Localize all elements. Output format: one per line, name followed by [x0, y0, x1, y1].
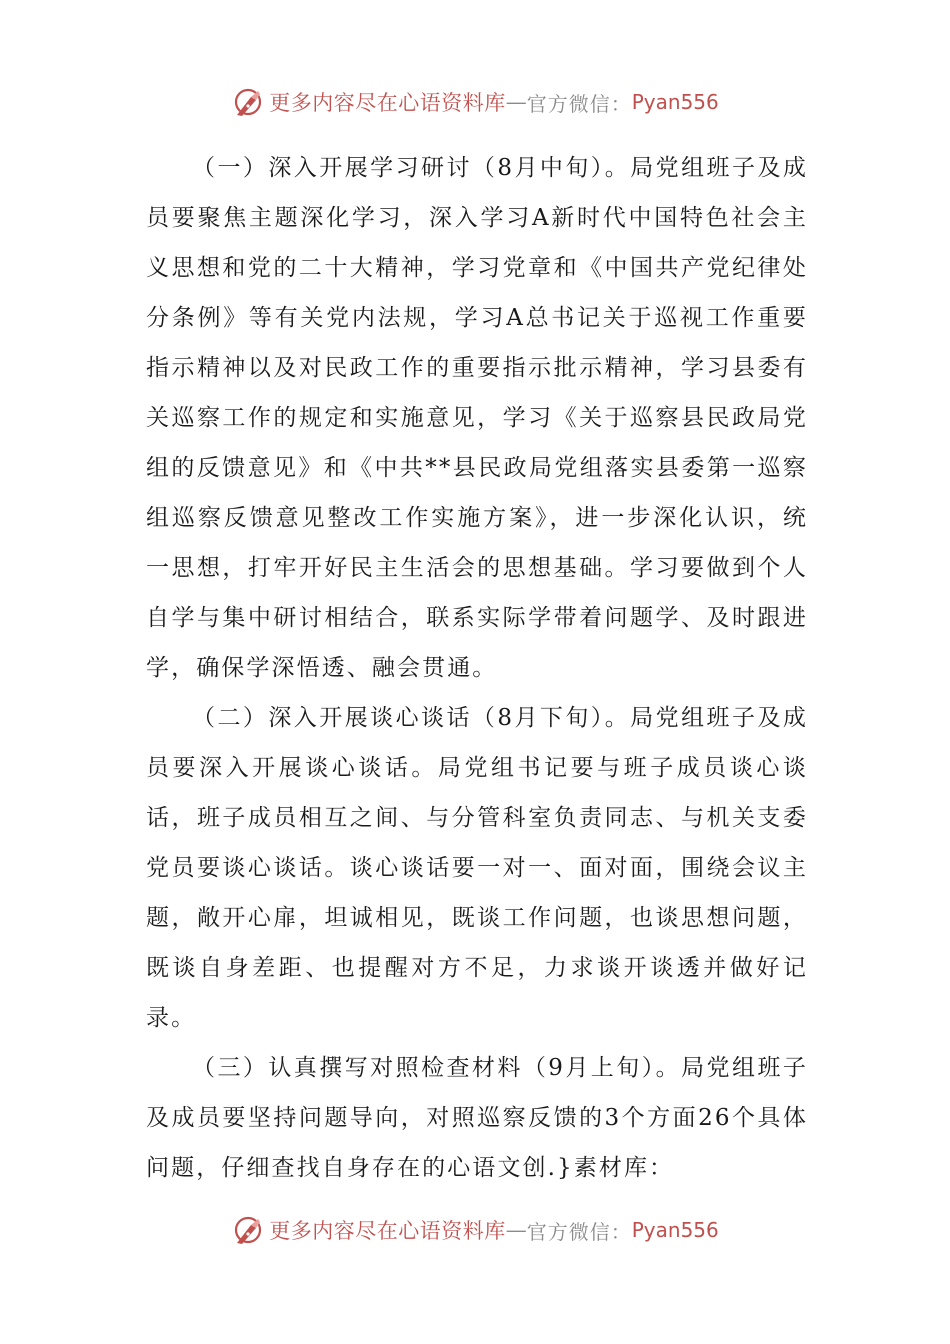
document-body	[146, 143, 808, 1193]
banner-wechat-id: Pyan556	[631, 90, 719, 114]
pen-nib-logo-icon	[231, 1213, 265, 1247]
paragraph-study: （一）深入开展学习研讨（8月中旬）。局党组班子及成员要聚焦主题深化学习，深入学习A新时代中国特色社会主义思想和党的二十大精神，学习党章和《中国共产党纪律处分条例》等有关党内法规，学习A总书记关于巡视工作重要指示精神以及对民政工作的重要指示批示精神，学习县委有关巡察工作的规定和实施意见，学习《关于巡察县民政局党组的反馈意见》和《中共**县民政局党组落实县委第一巡察组巡察反馈意见整改工作实施方案》，进一步深化认识，统一思想，打牢开好民主生活会的思想基础。学习要做到个人自学与集中研讨相结合，联系实际学带着问题学、及时跟进学，确保学深悟透、融会贯通。	[146, 155, 808, 681]
banner-brand-text: 更多内容尽在心语资料库	[269, 91, 506, 115]
footer-banner	[0, 1210, 950, 1250]
paragraph-materials: （三）认真撰写对照检查材料（9月上旬）。局党组班子及成员要坚持问题导向，对照巡察反馈的3个方面26个具体问题，仔细查找自身存在的心语文创.}素材库：	[146, 1055, 808, 1181]
pen-nib-logo-icon	[231, 85, 265, 119]
banner-brand-text: 更多内容尽在心语资料库	[269, 1219, 506, 1243]
banner-wechat-id: Pyan556	[631, 1218, 719, 1242]
header-banner	[0, 82, 950, 122]
paragraph-talks: （二）深入开展谈心谈话（8月下旬）。局党组班子及成员要深入开展谈心谈话。局党组书记要与班子成员谈心谈话，班子成员相互之间、与分管科室负责同志、与机关支委党员要谈心谈话。谈心谈话要一对一、面对面，围绕会议主题，敞开心扉，坦诚相见，既谈工作问题，也谈思想问题，既谈自身差距、也提醒对方不足，力求谈开谈透并做好记录。	[146, 705, 808, 1031]
banner-separator: —	[505, 1218, 527, 1242]
banner-wechat-label: 官方微信：	[526, 91, 632, 116]
banner-separator: —	[505, 90, 527, 114]
banner-wechat-label: 官方微信：	[526, 1219, 632, 1244]
